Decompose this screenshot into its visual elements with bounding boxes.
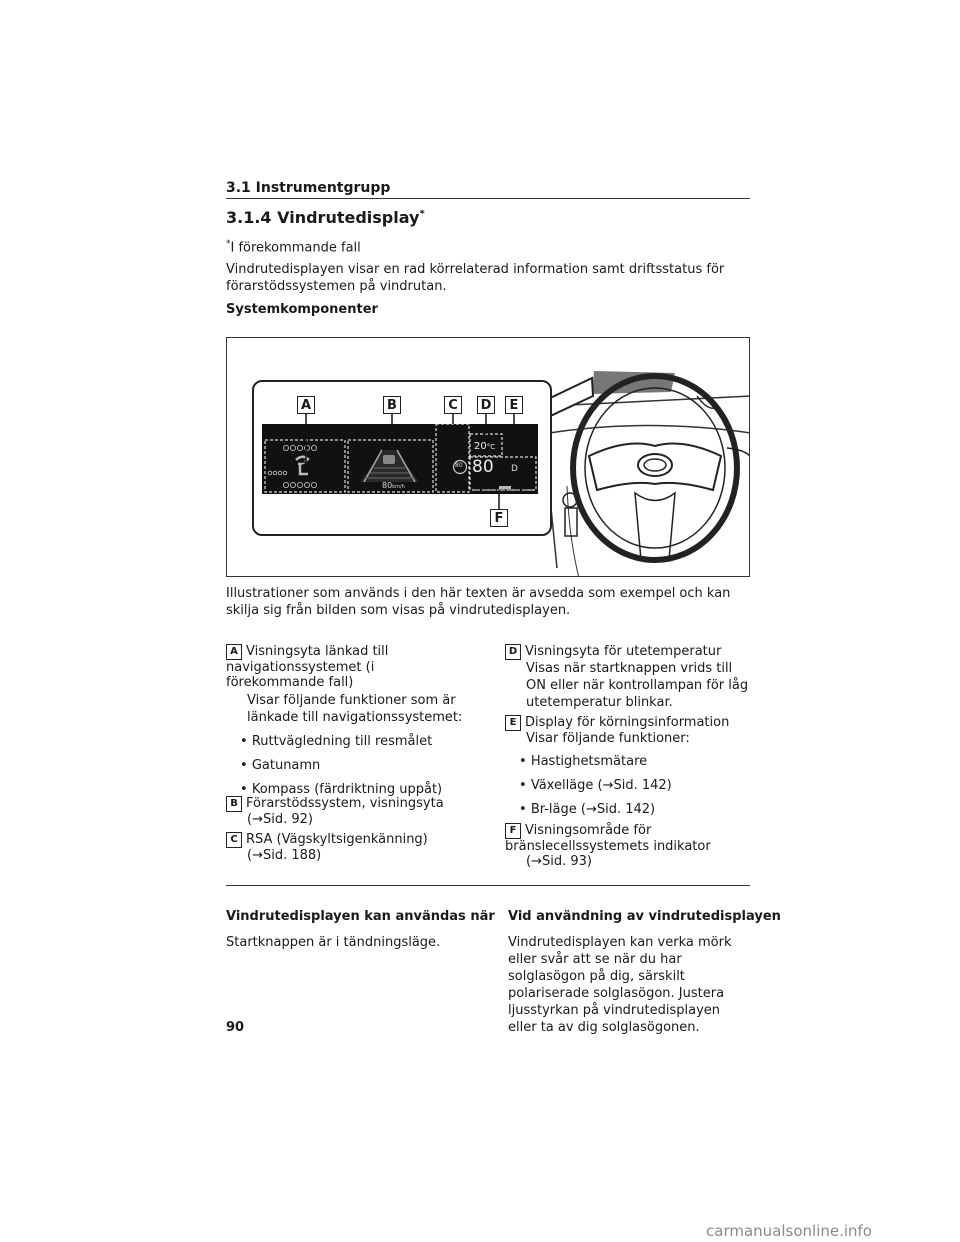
item-d-title: Visningsyta för utetemperatur bbox=[525, 644, 722, 659]
item-a bbox=[226, 644, 466, 798]
figure-tag-d: D bbox=[477, 396, 495, 414]
footnote bbox=[226, 236, 361, 256]
section-divider bbox=[226, 198, 750, 199]
item-d bbox=[505, 644, 750, 711]
hud-sign-value: 80 bbox=[455, 462, 463, 469]
figure-tag-a: A bbox=[297, 396, 315, 414]
item-c-ref[interactable]: (→Sid. 188) bbox=[247, 848, 322, 863]
item-a-bullet-2-text: Gatunamn bbox=[251, 758, 321, 773]
item-e-bullet-2-text: Växelläge (→Sid. 142) bbox=[530, 778, 672, 793]
page-title-text: 3.1.4 Vindrutedisplay bbox=[226, 208, 420, 227]
item-a-title-row bbox=[226, 644, 466, 690]
item-c bbox=[226, 832, 466, 863]
hud-display bbox=[262, 424, 538, 494]
page-title-marker: * bbox=[419, 208, 425, 220]
note-right-title: Vid användning av vindrutedisplayen bbox=[508, 909, 781, 924]
item-a-title: Visningsyta länkad till navigationssystemet (i förekommande fall) bbox=[226, 644, 389, 690]
item-c-label: C bbox=[226, 832, 242, 848]
item-e-title: Display för körningsinformation bbox=[525, 715, 730, 730]
item-e-desc: Visar följande funktioner: bbox=[526, 731, 690, 746]
note-right-text: Vindrutedisplayen kan verka mörk eller svår att se när du har solglasögon på dig, särskilt polariserade solglasögon. Justera ljusstyrkan på vindrutedisplayen eller ta av dig solglasögonen. bbox=[508, 935, 732, 1035]
hud-small-speed-unit: km/h bbox=[392, 484, 405, 490]
item-b bbox=[226, 796, 466, 827]
item-e-title-row bbox=[505, 715, 750, 731]
item-a-bullet-1-text: Ruttvägledning till resmålet bbox=[251, 734, 433, 749]
figure-tag-e: E bbox=[505, 396, 523, 414]
item-d-title-row bbox=[505, 644, 750, 660]
hud-gear: D bbox=[511, 464, 518, 474]
item-a-bullet-2: • Gatunamn bbox=[240, 758, 321, 773]
item-e-label: E bbox=[505, 715, 521, 731]
item-f-title-row bbox=[505, 823, 750, 854]
item-f bbox=[505, 823, 750, 869]
item-a-desc: Visar följande funktioner som är länkade till navigationssystemet: bbox=[247, 693, 463, 725]
item-d-desc: Visas när startknappen vrids till ON eller när kontrollampan för låg utetemperatur blinkar. bbox=[526, 661, 749, 710]
item-e-bullet-1: • Hastighetsmätare bbox=[519, 754, 648, 769]
figure-tag-c: C bbox=[444, 396, 462, 414]
item-a-bullet-3-text: Kompass (färdriktning uppåt) bbox=[251, 782, 443, 797]
item-f-title: Visningsområde för bränslecellssystemets indikator bbox=[505, 823, 711, 854]
hud-temp-value: 20 bbox=[474, 441, 487, 452]
page-number: 90 bbox=[226, 1020, 245, 1035]
page-title bbox=[226, 208, 425, 227]
item-e-bullet-2: • Växelläge (→Sid. 142) bbox=[519, 778, 672, 793]
item-b-ref[interactable]: (→Sid. 92) bbox=[247, 812, 313, 827]
item-b-title: Förarstödssystem, visningsyta bbox=[246, 796, 444, 811]
item-e-bullet-1-text: Hastighetsmätare bbox=[530, 754, 648, 769]
footnote-marker: * bbox=[226, 239, 231, 249]
item-e bbox=[505, 715, 750, 818]
figure-tag-b: B bbox=[383, 396, 401, 414]
item-f-label: F bbox=[505, 823, 521, 839]
item-e-bullet-3: • Br-läge (→Sid. 142) bbox=[519, 802, 656, 817]
hud-small-speed-value: 80 bbox=[382, 481, 393, 490]
item-a-label: A bbox=[226, 644, 242, 660]
footnote-text: I förekommande fall bbox=[230, 240, 361, 256]
figure-caption: Illustrationer som används i den här texten är avsedda som exempel och kan skilja sig från bilden som visas på vindrutedisplayen. bbox=[226, 586, 731, 618]
section-title: 3.1 Instrumentgrupp bbox=[226, 180, 391, 196]
item-c-title: RSA (Vägskyltsigenkänning) bbox=[246, 832, 428, 847]
item-b-title-row bbox=[226, 796, 466, 812]
notes-divider bbox=[226, 885, 750, 886]
hud-temp bbox=[474, 441, 495, 452]
hud-speed: 80 bbox=[472, 457, 494, 477]
components-heading: Systemkomponenter bbox=[226, 302, 378, 317]
item-f-ref[interactable]: (→Sid. 93) bbox=[526, 854, 592, 869]
item-a-bullet-1: • Ruttvägledning till resmålet bbox=[240, 734, 433, 749]
item-d-label: D bbox=[505, 644, 521, 660]
item-b-label: B bbox=[226, 796, 242, 812]
item-e-bullet-3-text: Br-läge (→Sid. 142) bbox=[530, 802, 656, 817]
hud-small-speed bbox=[382, 481, 405, 490]
item-a-bullet-3: • Kompass (färdriktning uppåt) bbox=[240, 782, 443, 797]
watermark: carmanualsonline.info bbox=[706, 1222, 872, 1240]
figure-tag-f: F bbox=[490, 509, 508, 527]
item-c-title-row bbox=[226, 832, 466, 848]
note-left-title: Vindrutedisplayen kan användas när bbox=[226, 909, 495, 924]
hud-temp-unit: °C bbox=[486, 443, 496, 451]
note-left-text: Startknappen är i tändningsläge. bbox=[226, 935, 441, 950]
intro-paragraph: Vindrutedisplayen visar en rad körrelaterad information samt driftsstatus för förarstödssystemen på vindrutan. bbox=[226, 262, 725, 294]
